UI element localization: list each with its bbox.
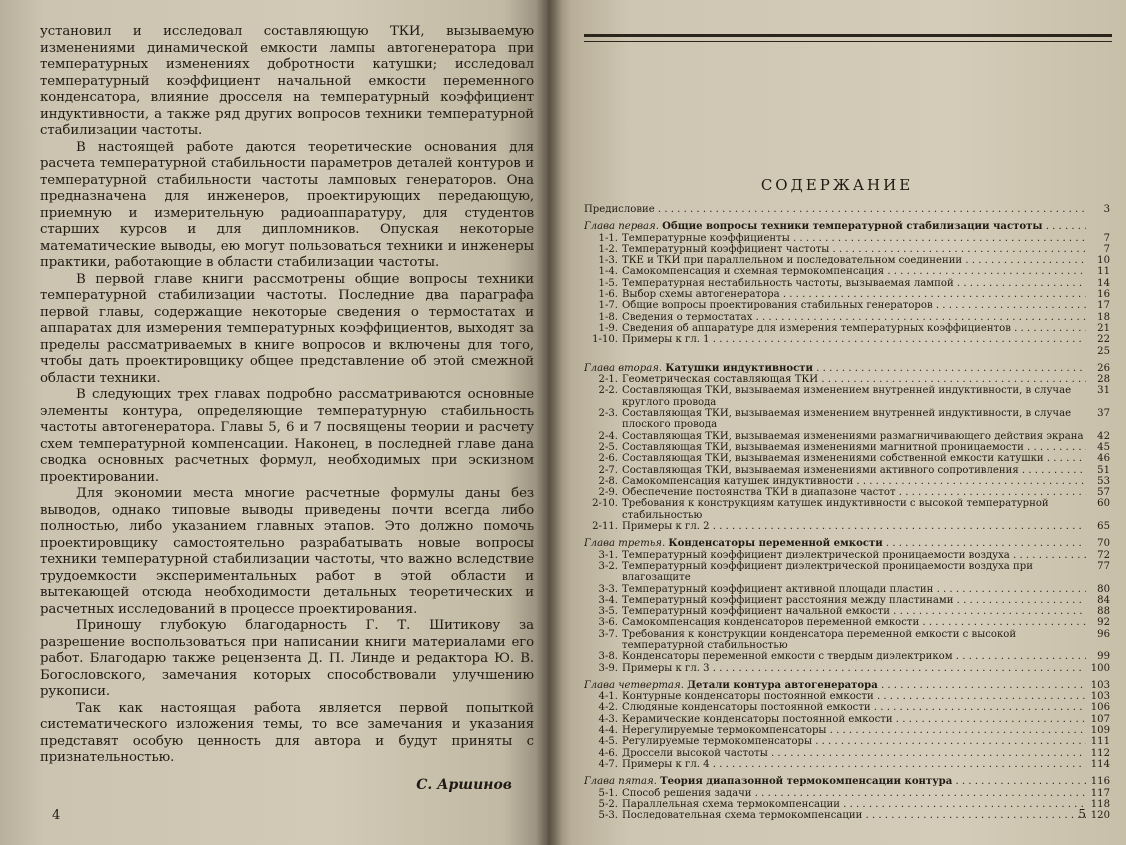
toc-item-title: Примеры к гл. 4 . . . <box>622 759 1086 770</box>
toc-item <box>584 278 1110 289</box>
toc-item-number: 2-5. <box>598 441 618 453</box>
toc-item-page: 77 <box>1097 560 1110 572</box>
toc-item-number: 4-4. <box>598 725 618 737</box>
preface-paragraph: В настоящей работе даются теоретические основания для расчета температурной стабильности параметров деталей контуров и температурной стабильности частоты ламповых генераторов. Она предназначена для инженеров, проектирующих передающую, приемную и измерительную радиоаппаратуру, для студентов старших курсов и для дипломников. Опуская некоторые математические выводы, ею могут пользоваться техники и инженеры практики, работающие в области стабилизации частоты. <box>40 139 534 270</box>
toc-item-page: 14 <box>1097 277 1110 289</box>
toc-item <box>584 788 1110 799</box>
toc-item-number: 1-1. <box>598 232 618 244</box>
toc-item-number: 4-6. <box>598 747 618 759</box>
toc-item-number: 3-8. <box>598 651 618 663</box>
toc-item <box>584 691 1110 702</box>
toc-item-title: Выбор схемы автогенератора . . . <box>622 289 1086 300</box>
toc-title: СОДЕРЖАНИЕ <box>760 176 914 194</box>
toc-item-title: Сведения о термостатах . . . <box>622 312 1086 323</box>
toc-item-number: 2-7. <box>598 464 618 476</box>
toc-item-page: 45 <box>1097 441 1110 453</box>
toc-chapter-heading <box>584 538 1110 549</box>
toc-chapter-title <box>584 538 1086 549</box>
toc-item-number: 2-9. <box>598 487 618 499</box>
toc-item-title: Требования к конструкциям катушек индуктивности с высокой температурной стабильностью <box>622 498 1049 521</box>
toc-chapter-name: Общие вопросы техники температурной стабилизации частоты <box>662 221 1043 233</box>
toc-item-page: 53 <box>1097 475 1110 487</box>
toc-item-number: 2-10. <box>592 498 618 510</box>
toc-chapter-title <box>584 776 1086 787</box>
toc-preface-label: Предисловие . . . <box>584 204 1086 215</box>
toc-item <box>584 799 1110 810</box>
toc-item <box>584 244 1110 255</box>
toc-item <box>584 323 1110 334</box>
toc-item-page: 60 <box>1097 498 1110 510</box>
toc-item-title: Требования к конструкции конденсатора переменной емкости с высокой температурной стабильностью <box>622 628 1017 651</box>
toc-item <box>584 550 1110 561</box>
toc-item-number: 1-7. <box>598 300 618 312</box>
toc-item-title: Температурный коэффициент диэлектрической проницаемости воздуха при влагозащите <box>622 560 1033 584</box>
toc-item-number: 3-1. <box>598 549 618 561</box>
toc-chapter-lead: Глава третья. <box>584 538 666 550</box>
toc-item-title: Температурные коэффициенты . . . <box>622 233 1086 244</box>
toc-item-number: 1-8. <box>598 311 618 323</box>
toc-item-number: 2-2. <box>598 385 618 397</box>
toc-item-title: Примеры к гл. 1 . . . <box>622 334 1086 345</box>
toc-item-page: 99 <box>1097 651 1110 663</box>
toc-item-title: Температурный коэффициент активной площади пластин . . . <box>622 584 1086 595</box>
toc-item-title: Обеспечение постоянства ТКИ в диапазоне частот . . . <box>622 487 1086 498</box>
toc-item <box>584 651 1110 662</box>
toc-item <box>584 289 1110 300</box>
preface-paragraph: В первой главе книги рассмотрены общие вопросы техники температурной стабилизации частоты. Последние два параграфа первой главы, содержащие некоторые сведения о термостатах и аппаратах для измерения температурных коэффициентов, выходят за пределы рассматриваемых в книге вопросов и включены для того, чтобы дать проектировщику общее представление об этой смежной области техники. <box>40 271 534 386</box>
toc-item-number: 3-6. <box>598 617 618 629</box>
toc-item-title: Примеры к гл. 2 . . . <box>622 521 1086 532</box>
toc-item-page: 11 <box>1097 266 1110 278</box>
toc-item-title: Примеры к гл. 3 . . . <box>622 663 1086 674</box>
toc-item-number: 1-2. <box>598 243 618 255</box>
toc-item-page: 114 <box>1090 758 1110 770</box>
toc-item-title: Температурная нестабильность частоты, вызываемая лампой . . . <box>622 278 1086 289</box>
toc-item-number: 1-10. <box>592 334 618 346</box>
preface-paragraph: Для экономии места многие расчетные формулы даны без выводов, однако типовые выводы приведены почти всегда либо полностью, либо указанием главных этапов. Это должно помочь проектировщику самостоятельно разрабатывать новые вопросы техники температурной стабилизации частоты, что важно вследствие трудоемкости экспериментальных работ в этой области и вытекающей отсюда необходимости детальных теоретических и расчетных исследований в процессе проектирования. <box>40 486 534 617</box>
preface-paragraph: установил и исследовал составляющую ТКИ, вызываемую изменениями динамической емкости лампы автогенератора при температурных изменениях добротности катушки; исследовал температурный коэффициент начальной емкости переменного конденсатора, влияние дросселя на температурный коэффициент индуктивности, а также ряд других вопросов техники температурной стабилизации частоты. <box>40 24 534 138</box>
toc-chapter-title <box>584 680 1086 691</box>
toc-item-page: 84 <box>1097 594 1110 606</box>
toc-item <box>584 725 1110 736</box>
toc-item <box>584 629 1110 652</box>
preface-paragraph: В следующих трех главах подробно рассматриваются основные элементы контура, определяющие температурную стабильность частоты автогенератора. Главы 5, 6 и 7 посвящены теории и расчету схем температурной компенсации. Наконец, в последней главе дана сводка основных расчетных формул, необходимых при эскизном проектировании. <box>40 387 534 485</box>
toc-chapter-lead: Глава пятая. <box>584 776 657 788</box>
toc-item-number: 3-2. <box>598 560 618 572</box>
toc-item-page: 100 <box>1090 662 1110 674</box>
toc-item-title: Последовательная схема термокомпенсации . . . <box>622 810 1086 821</box>
toc-item-page: 51 <box>1097 464 1110 476</box>
toc-item-number: 1-5. <box>598 277 618 289</box>
toc-chapter-lead: Глава четвертая. <box>584 679 684 691</box>
toc-item-number: 2-4. <box>598 430 618 442</box>
toc-chapter-heading <box>584 680 1110 691</box>
toc-item-number: 2-1. <box>598 374 618 386</box>
toc-item-page: 92 <box>1097 617 1110 629</box>
toc-item <box>584 431 1110 442</box>
toc-item-page: 37 <box>1097 408 1110 420</box>
toc-item-number: 3-5. <box>598 606 618 618</box>
toc-item-title: Самокомпенсация конденсаторов переменной емкости . . . <box>622 617 1086 628</box>
toc-item <box>584 266 1110 277</box>
toc-item-title: Температурный коэффициент расстояния между пластинами . . . <box>622 595 1086 606</box>
toc-item <box>584 714 1110 725</box>
toc-item <box>584 498 1110 521</box>
toc-item <box>584 487 1110 498</box>
toc-item-title: Нерегулируемые термокомпенсаторы . . . <box>622 725 1086 736</box>
toc-item-number: 3-7. <box>598 628 618 640</box>
toc-item-number: 4-5. <box>598 736 618 748</box>
toc-item <box>584 312 1110 323</box>
toc-item-title: Температурный коэффициент частоты . . . <box>622 244 1086 255</box>
toc-item-title: Дроссели высокой частоты . . . <box>622 748 1086 759</box>
toc-item <box>584 663 1110 674</box>
toc-item-number: 3-4. <box>598 594 618 606</box>
toc-item-page: 17 <box>1097 300 1110 312</box>
header-rule <box>584 34 1112 42</box>
toc-item-title: Способ решения задачи . . . <box>622 788 1086 799</box>
toc-item-title: Контурные конденсаторы постоянной емкости . . . <box>622 691 1086 702</box>
toc-item <box>584 759 1110 770</box>
toc-item-number: 5-1. <box>598 787 618 799</box>
toc-item-page: 7 <box>1103 232 1110 244</box>
toc-item <box>584 595 1110 606</box>
preface-paragraph: Приношу глубокую благодарность Г. Т. Шитикову за разрешение воспользоваться при написании книги материалами его работ. Благодарю также рецензента Д. П. Линде и редактора Ю. В. Богословского, замечания которых способствовали улучшению рукописи. <box>40 618 534 699</box>
toc-item-number: 1-6. <box>598 289 618 301</box>
toc-chapter-page: 116 <box>1090 776 1110 788</box>
toc-chapter-name: Детали контура автогенератора <box>687 679 878 691</box>
toc-item <box>584 476 1110 487</box>
toc-item <box>584 702 1110 713</box>
toc-chapter-heading <box>584 363 1110 374</box>
toc-chapter-title <box>584 363 1086 374</box>
toc-item-title: Составляющая ТКИ, вызываемая изменениями размагничивающего действия экрана <box>622 430 1084 442</box>
toc-item-number: 5-2. <box>598 798 618 810</box>
toc-item-title: Температурный коэффициент начальной емкости . . . <box>622 606 1086 617</box>
toc-item-title: Конденсаторы переменной емкости с твердым диэлектриком . . . <box>622 651 1086 662</box>
toc-item-title: Параллельная схема термокомпенсации . . . <box>622 799 1086 810</box>
toc-item-title: Составляющая ТКИ, вызываемая изменениями активного сопротивления . . . <box>622 465 1086 476</box>
toc-item-number: 2-3. <box>598 408 618 420</box>
toc-chapter-page: 70 <box>1097 538 1110 550</box>
toc-item-page: 22 <box>1097 334 1110 346</box>
toc-item <box>584 374 1110 385</box>
toc-extra-page-row <box>584 346 1110 357</box>
toc-item-page: 106 <box>1090 702 1110 714</box>
toc-item-page: 80 <box>1097 583 1110 595</box>
toc-item-page: 18 <box>1097 311 1110 323</box>
toc-chapter-name: Катушки индуктивности <box>665 362 814 374</box>
toc-chapter-page: 26 <box>1097 362 1110 374</box>
toc-item-page: 117 <box>1090 787 1110 799</box>
toc-item-page: 96 <box>1097 628 1110 640</box>
toc-item-number: 3-3. <box>598 583 618 595</box>
toc-item-page: 109 <box>1090 725 1110 737</box>
toc-item-page: 16 <box>1097 289 1110 301</box>
toc-item-page: 7 <box>1103 243 1110 255</box>
toc-item-page: 28 <box>1097 374 1110 386</box>
toc-item <box>584 453 1110 464</box>
toc-item-page: 118 <box>1090 798 1110 810</box>
left-page <box>0 0 548 845</box>
toc-item-title: Самокомпенсация и схемная термокомпенсация . . . <box>622 266 1086 277</box>
toc-item-title: Керамические конденсаторы постоянной емкости . . . <box>622 714 1086 725</box>
toc-item-title: Геометрическая составляющая ТКИ . . . <box>622 374 1086 385</box>
toc-chapter-lead: Глава вторая. <box>584 362 663 374</box>
toc-item-number: 5-3. <box>598 810 618 822</box>
toc-item-page: 107 <box>1090 713 1110 725</box>
toc-item-number: 4-1. <box>598 691 618 703</box>
toc-item-number: 1-4. <box>598 266 618 278</box>
toc-item <box>584 442 1110 453</box>
toc-chapter-name: Конденсаторы переменной емкости <box>668 538 883 550</box>
toc-item-page: 65 <box>1097 521 1110 533</box>
toc-item-page: 21 <box>1097 322 1110 334</box>
toc-item-number: 4-7. <box>598 758 618 770</box>
toc-item-number: 2-11. <box>592 521 618 533</box>
toc-item-title: Составляющая ТКИ, вызываемая изменениями магнитной проницаемости . . . <box>622 442 1086 453</box>
toc-item-page: 120 <box>1090 810 1110 822</box>
toc-item-page: 72 <box>1097 549 1110 561</box>
toc-item <box>584 584 1110 595</box>
toc-item <box>584 233 1110 244</box>
toc-item-number: 2-8. <box>598 475 618 487</box>
toc-preface-entry <box>584 204 1110 215</box>
toc-item-number: 3-9. <box>598 662 618 674</box>
toc-item <box>584 617 1110 628</box>
right-page <box>548 0 1126 845</box>
toc-item <box>584 300 1110 311</box>
toc-item-title: Составляющая ТКИ, вызываемая изменениями собственной емкости катушки . . . <box>622 453 1086 464</box>
book-gutter <box>536 0 562 845</box>
toc-item-page: 42 <box>1097 430 1110 442</box>
toc-item-page: 112 <box>1090 747 1110 759</box>
toc-item <box>584 810 1110 821</box>
toc-item <box>584 736 1110 747</box>
preface-paragraph: Так как настоящая работа является первой попыткой систематического изложения темы, то все замечания и указания представят особую ценность для автора и будут приняты с признательностью. <box>40 700 534 765</box>
toc-item <box>584 748 1110 759</box>
toc-item <box>584 255 1110 266</box>
toc-item-page: 111 <box>1090 736 1110 748</box>
toc-chapter-lead: Глава первая. <box>584 221 659 233</box>
page-number-right: 5 <box>1078 807 1086 821</box>
toc-item <box>584 465 1110 476</box>
author-signature: С. Аршинов <box>416 776 512 793</box>
toc-chapter-heading <box>584 221 1110 232</box>
toc-item-number: 2-6. <box>598 453 618 465</box>
toc-chapter-page: 103 <box>1090 679 1110 691</box>
toc-item <box>584 385 1110 408</box>
toc-item-number: 1-9. <box>598 322 618 334</box>
toc-item-title: Самокомпенсация катушек индуктивности . . . <box>622 476 1086 487</box>
toc-item <box>584 561 1110 584</box>
table-of-contents <box>584 204 1110 821</box>
preface-text <box>40 24 534 767</box>
toc-chapter-heading <box>584 776 1110 787</box>
toc-item-page: 31 <box>1097 385 1110 397</box>
toc-chapter-title <box>584 221 1086 232</box>
toc-item-number: 4-2. <box>598 702 618 714</box>
toc-item <box>584 334 1110 345</box>
toc-item-page: 10 <box>1097 255 1110 267</box>
toc-item-title: Составляющая ТКИ, вызываемая изменением внутренней индуктивности, в случае плоского провода <box>622 408 1072 431</box>
toc-item-title: Температурный коэффициент диэлектрической проницаемости воздуха . . . <box>622 550 1086 561</box>
toc-item <box>584 521 1110 532</box>
toc-item <box>584 606 1110 617</box>
toc-item-number: 4-3. <box>598 713 618 725</box>
toc-item-number: 1-3. <box>598 255 618 267</box>
toc-item-title: Слюдяные конденсаторы постоянной емкости . . . <box>622 702 1086 713</box>
toc-item-page: 57 <box>1097 487 1110 499</box>
toc-item-page: 46 <box>1097 453 1110 465</box>
toc-item <box>584 408 1110 431</box>
toc-item-page: 103 <box>1090 691 1110 703</box>
toc-item-title: ТКЕ и ТКИ при параллельном и последовательном соединении . . . <box>622 255 1086 266</box>
toc-item-page: 88 <box>1097 606 1110 618</box>
page-number-left: 4 <box>52 808 61 823</box>
toc-item-title: Сведения об аппаратуре для измерения температурных коэффициентов . . . <box>622 323 1086 334</box>
toc-extra-page: 25 <box>1097 345 1110 357</box>
toc-preface-page: 3 <box>1103 204 1110 215</box>
toc-chapter-name: Теория диапазонной термокомпенсации контура <box>660 776 953 788</box>
toc-item-title: Общие вопросы проектирования стабильных генераторов . . . <box>622 300 1086 311</box>
toc-item-title: Регулируемые термокомпенсаторы . . . <box>622 736 1086 747</box>
toc-item-title: Составляющая ТКИ, вызываемая изменением внутренней индуктивности, в случае круглого провода <box>622 385 1072 408</box>
